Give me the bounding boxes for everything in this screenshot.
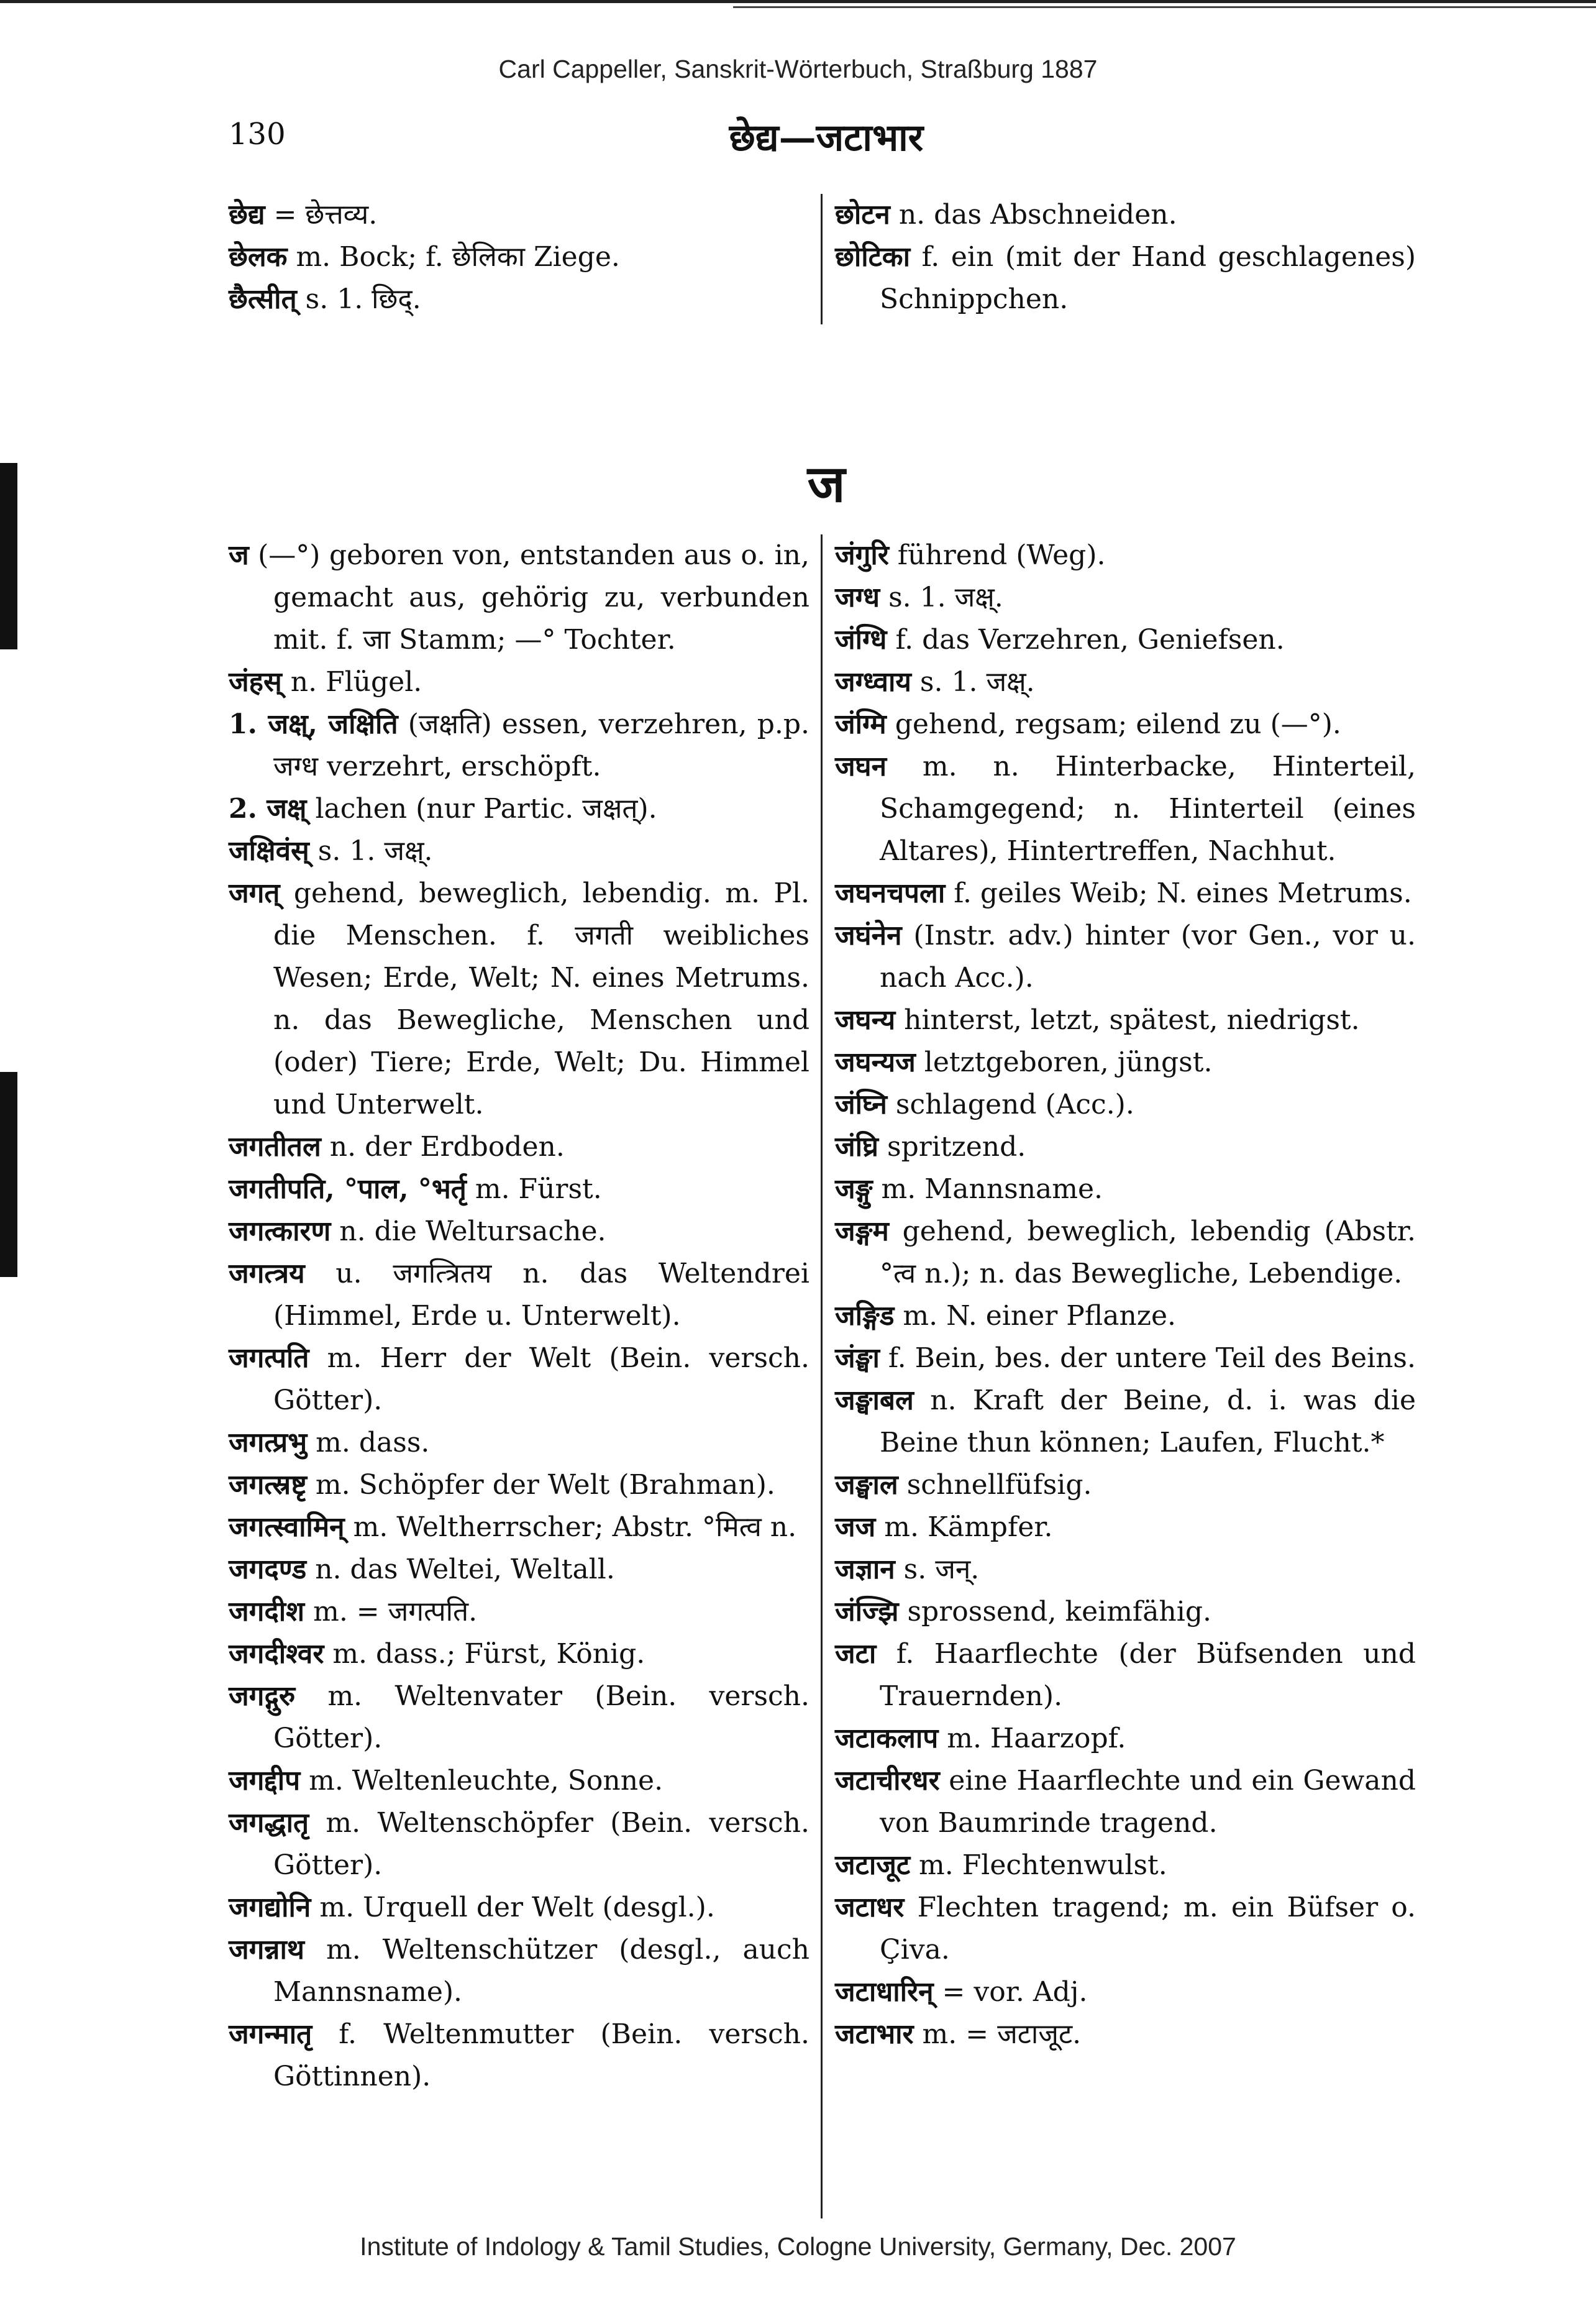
dictionary-entry — [229, 236, 809, 278]
entry-definition: m. Weltenvater (Bein. versch. Götter). — [273, 1680, 809, 1754]
right-column — [835, 534, 1416, 2056]
dictionary-entry — [229, 1549, 809, 1591]
dictionary-entry — [835, 1337, 1416, 1380]
dictionary-entry — [229, 194, 809, 236]
entry-definition: eine Haarflechte und ein Gewand von Baumrinde tragend. — [880, 1765, 1416, 1839]
entry-definition: f. ein (mit der Hand geschlagenes) Schnippchen. — [880, 241, 1416, 315]
dictionary-entry — [835, 534, 1416, 577]
dictionary-entry — [229, 788, 809, 830]
entry-definition: m. dass.; Fürst, König. — [324, 1638, 645, 1670]
entry-definition: m. N. einer Pflanze. — [894, 1300, 1177, 1332]
entry-definition: schnellfüfsig. — [898, 1469, 1092, 1501]
dictionary-entry — [835, 1168, 1416, 1211]
entry-headword: जङ्गम — [835, 1215, 889, 1247]
entry-definition: m. Weltenschützer (desgl., auch Mannsname). — [273, 1934, 809, 2008]
entry-headword: जटाभार — [835, 2018, 914, 2050]
entry-definition: gehend, regsam; eilend zu (—°). — [886, 708, 1341, 740]
entry-definition: lachen (nur Partic. जक्षत्). — [306, 793, 657, 825]
entry-headword: जगदीश — [229, 1596, 305, 1627]
entry-definition: s. 1. जक्ष्. — [309, 835, 433, 867]
dictionary-entry — [835, 2013, 1416, 2056]
entry-headword: जंगुरि — [835, 539, 889, 571]
entry-headword: जङ्गु — [835, 1173, 873, 1205]
dictionary-entry — [229, 872, 809, 1126]
entry-headword: जग्ध्वाय — [835, 666, 911, 698]
dictionary-entry — [229, 278, 809, 321]
entry-headword: ज — [229, 539, 249, 571]
entry-definition: m. Schöpfer der Welt (Brahman). — [306, 1469, 775, 1501]
entry-headword: जगन्नाथ — [229, 1934, 305, 1966]
dictionary-entry — [835, 1844, 1416, 1887]
entry-headword: 1. जक्ष्, जक्षिति — [229, 708, 398, 740]
entry-definition: m. Urquell der Welt (desgl.). — [311, 1892, 715, 1923]
entry-headword: जगदण्ड — [229, 1554, 307, 1585]
entry-headword: जंघ्नि — [835, 1089, 887, 1120]
dictionary-entry — [835, 1084, 1416, 1126]
entry-definition: f. das Verzehren, Geniefsen. — [887, 624, 1285, 656]
dictionary-entry — [835, 1380, 1416, 1464]
entry-headword: छेलक — [229, 241, 288, 273]
entry-headword: जघन्य — [835, 1004, 896, 1036]
dictionary-entry — [835, 1211, 1416, 1295]
entry-definition: s. 1. जक्ष्. — [911, 666, 1035, 698]
entry-definition: = छेत्तव्य. — [265, 199, 378, 231]
section-letter: ज — [807, 454, 846, 514]
top-right-column — [835, 194, 1416, 321]
dictionary-entry — [835, 236, 1416, 321]
column-divider — [821, 534, 823, 2218]
entry-headword: जंग्धि — [835, 624, 887, 656]
entry-definition: spritzend. — [878, 1131, 1026, 1163]
dictionary-entry — [229, 1802, 809, 1887]
entry-definition: gehend, beweglich, lebendig. m. Pl. die Menschen. f. जगती weibliches Wesen; Erde, Welt; N. eines Metrums. n. das Bewegliche, Menschen und (oder) Tiere; Erde, Welt; Du. Himmel und Unterwelt. — [273, 877, 809, 1120]
entry-definition: = vor. Adj. — [933, 1976, 1088, 2008]
dictionary-entry — [229, 703, 809, 788]
scan-margin-mark — [0, 1072, 17, 1277]
top-scan-line — [0, 0, 1596, 3]
entry-definition: n. das Weltei, Weltall. — [306, 1554, 615, 1585]
entry-definition: m. Weltenschöpfer (Bein. versch. Götter). — [273, 1807, 809, 1881]
entry-headword: जगन्मातृ — [229, 2018, 312, 2050]
entry-headword: जङ्घाबल — [835, 1385, 914, 1416]
entry-definition: s. जन्. — [895, 1554, 980, 1585]
entry-headword: जग्ध — [835, 582, 880, 613]
entry-headword: जगत्स्वामिन् — [229, 1511, 345, 1543]
dictionary-entry — [229, 1675, 809, 1760]
dictionary-entry — [835, 619, 1416, 661]
dictionary-entry — [229, 1887, 809, 1929]
footer-credit: Institute of Indology & Tamil Studies, Cologne University, Germany, Dec. 2007 — [360, 2232, 1236, 2261]
entry-definition: m. Kämpfer. — [875, 1511, 1053, 1543]
entry-definition: (—°) geboren von, entstanden aus o. in, gemacht aus, gehörig zu, verbunden mit. f. जा Stamm; —° Tochter. — [249, 539, 809, 656]
entry-definition: führend (Weg). — [888, 539, 1106, 571]
entry-definition: m. Weltherrscher; Abstr. °मित्व n. — [344, 1511, 797, 1543]
dictionary-entry — [835, 1464, 1416, 1506]
dictionary-entry — [835, 746, 1416, 872]
entry-definition: Flechten tragend; m. ein Büfser o. Çiva. — [880, 1892, 1416, 1966]
dictionary-entry — [835, 1971, 1416, 2013]
dictionary-entry — [835, 577, 1416, 619]
entry-definition: m. Fürst. — [466, 1173, 602, 1205]
entry-headword: जटा — [835, 1638, 877, 1670]
entry-definition: n. die Weltursache. — [331, 1215, 606, 1247]
dictionary-entry — [835, 194, 1416, 236]
dictionary-entry — [229, 1760, 809, 1802]
entry-headword: जंहस् — [229, 666, 282, 698]
top-scan-line-secondary — [733, 6, 1596, 8]
dictionary-entry — [229, 1464, 809, 1506]
entry-headword: जटाचीरधर — [835, 1765, 940, 1797]
entry-headword: जङ्गिड — [835, 1300, 895, 1332]
entry-headword: जगत्त्रय — [229, 1258, 305, 1289]
entry-definition: m. Bock; f. छेलिका Ziege. — [287, 241, 620, 273]
entry-headword: जगतीतल — [229, 1131, 321, 1163]
scan-margin-mark — [0, 463, 17, 649]
entry-definition: m. Flechtenwulst. — [910, 1849, 1167, 1881]
left-column — [229, 534, 809, 2098]
entry-headword: जगद्योनि — [229, 1892, 311, 1923]
entry-definition: sprossend, keimfähig. — [898, 1596, 1211, 1627]
dictionary-entry — [229, 1126, 809, 1168]
top-left-column — [229, 194, 809, 321]
dictionary-entry — [835, 1760, 1416, 1844]
dictionary-entry — [835, 1506, 1416, 1549]
entry-headword: जटाकलाप — [835, 1723, 939, 1754]
column-divider-top — [821, 194, 823, 324]
entry-headword: जज — [835, 1511, 876, 1543]
entry-headword: जंज्झि — [835, 1596, 899, 1627]
entry-definition: m. Mannsname. — [872, 1173, 1103, 1205]
entry-definition: (Instr. adv.) hinter (vor Gen., vor u. nach Acc.). — [880, 920, 1416, 994]
entry-definition: schlagend (Acc.). — [887, 1089, 1134, 1120]
dictionary-entry — [835, 915, 1416, 999]
entry-headword: जघन्यज — [835, 1046, 916, 1078]
dictionary-entry — [835, 1295, 1416, 1337]
entry-headword: छोटन — [835, 199, 890, 231]
page-number: 130 — [229, 117, 286, 152]
entry-headword: छेद्य — [229, 199, 265, 231]
entry-definition: m. n. Hinterbacke, Hinterteil, Schamgegend; n. Hinterteil (eines Altares), Hintertreffen, Nachhut. — [880, 751, 1416, 867]
entry-definition: f. Weltenmutter (Bein. versch. Göttinnen). — [273, 2018, 809, 2092]
entry-headword: जगद्गुरु — [229, 1680, 296, 1712]
entry-definition: s. 1. छिद्. — [296, 283, 421, 315]
entry-headword: जगत्प्रभु — [229, 1427, 308, 1458]
entry-definition: n. der Erdboden. — [321, 1131, 565, 1163]
entry-headword: जगत् — [229, 877, 280, 909]
entry-headword: जघंनेन — [835, 920, 902, 951]
entry-definition: m. dass. — [307, 1427, 430, 1458]
entry-definition: letztgeboren, jüngst. — [915, 1046, 1213, 1078]
dictionary-entry — [835, 661, 1416, 703]
dictionary-entry — [229, 1253, 809, 1337]
dictionary-entry — [835, 1591, 1416, 1633]
entry-definition: (जक्षति) essen, verzehren, p.p. जग्ध verzehrt, erschöpft. — [273, 708, 810, 782]
dictionary-entry — [229, 2013, 809, 2098]
dictionary-entry — [835, 1126, 1416, 1168]
entry-headword: छोटिका — [835, 241, 910, 273]
dictionary-entry — [835, 1887, 1416, 1971]
entry-headword: जंघ्रि — [835, 1131, 879, 1163]
entry-definition: f. Haarflechte (der Büfsenden und Trauernden). — [876, 1638, 1416, 1712]
entry-definition: f. Bein, bes. der untere Teil des Beins. — [879, 1342, 1416, 1374]
dictionary-entry — [835, 1718, 1416, 1760]
entry-definition: n. Flügel. — [281, 666, 422, 698]
entry-headword: जंग्मि — [835, 708, 887, 740]
entry-definition: n. das Abschneiden. — [890, 199, 1177, 231]
entry-headword: जगतीपति, °पाल, °भर्तृ — [229, 1173, 467, 1205]
entry-headword: जंङ्घा — [835, 1342, 880, 1374]
running-head: छेद्य—जटाभार — [729, 116, 924, 160]
dictionary-entry — [835, 999, 1416, 1041]
dictionary-entry — [229, 1337, 809, 1422]
entry-headword: 2. जक्ष् — [229, 793, 307, 825]
dictionary-entry — [229, 1633, 809, 1675]
entry-headword: जटाधारिन् — [835, 1976, 934, 2008]
dictionary-entry — [229, 1211, 809, 1253]
source-citation: Carl Cappeller, Sanskrit-Wörterbuch, Straßburg 1887 — [498, 55, 1098, 83]
entry-headword: जगद्धातृ — [229, 1807, 309, 1839]
entry-definition: hinterst, letzt, spätest, niedrigst. — [895, 1004, 1360, 1036]
entry-headword: जगद्दीप — [229, 1765, 301, 1797]
entry-definition: m. = जगत्पति. — [304, 1596, 478, 1627]
entry-headword: जघन — [835, 751, 887, 782]
dictionary-entry — [229, 1591, 809, 1633]
entry-headword: जघनचपला — [835, 877, 946, 909]
dictionary-entry — [229, 1422, 809, 1464]
entry-headword: जज्ञान — [835, 1554, 895, 1585]
dictionary-entry — [835, 703, 1416, 746]
dictionary-entry — [229, 534, 809, 661]
dictionary-entry — [835, 872, 1416, 915]
entry-definition: n. Kraft der Beine, d. i. was die Beine thun können; Laufen, Flucht.* — [880, 1385, 1416, 1458]
entry-definition: u. जगत्त्रितय n. das Weltendrei (Himmel, Erde u. Unterwelt). — [273, 1258, 809, 1332]
dictionary-entry — [229, 661, 809, 703]
entry-definition: m. Weltenleuchte, Sonne. — [300, 1765, 663, 1797]
entry-headword: जटाजूट — [835, 1849, 911, 1881]
entry-definition: m. = जटाजूट. — [913, 2018, 1082, 2050]
entry-definition: m. Haarzopf. — [938, 1723, 1126, 1754]
dictionary-entry — [229, 830, 809, 872]
entry-headword: जङ्घाल — [835, 1469, 898, 1501]
entry-headword: छैत्सीत् — [229, 283, 297, 315]
dictionary-entry — [835, 1041, 1416, 1084]
entry-definition: s. 1. जक्ष्. — [880, 582, 1003, 613]
entry-definition: m. Herr der Welt (Bein. versch. Götter). — [273, 1342, 809, 1416]
dictionary-entry — [229, 1929, 809, 2013]
entry-headword: जगदीश्वर — [229, 1638, 324, 1670]
entry-headword: जक्षिवंस् — [229, 835, 309, 867]
entry-headword: जगत्कारण — [229, 1215, 331, 1247]
dictionary-entry — [229, 1506, 809, 1549]
entry-headword: जगत्पति — [229, 1342, 309, 1374]
entry-headword: जटाधर — [835, 1892, 905, 1923]
entry-definition: gehend, beweglich, lebendig (Abstr. °त्व n.); n. das Bewegliche, Lebendige. — [880, 1215, 1416, 1289]
dictionary-entry — [835, 1549, 1416, 1591]
entry-definition: f. geiles Weib; N. eines Metrums. — [945, 877, 1412, 909]
dictionary-entry — [835, 1633, 1416, 1718]
entry-headword: जगत्स्रष्टृ — [229, 1469, 307, 1501]
dictionary-entry — [229, 1168, 809, 1211]
